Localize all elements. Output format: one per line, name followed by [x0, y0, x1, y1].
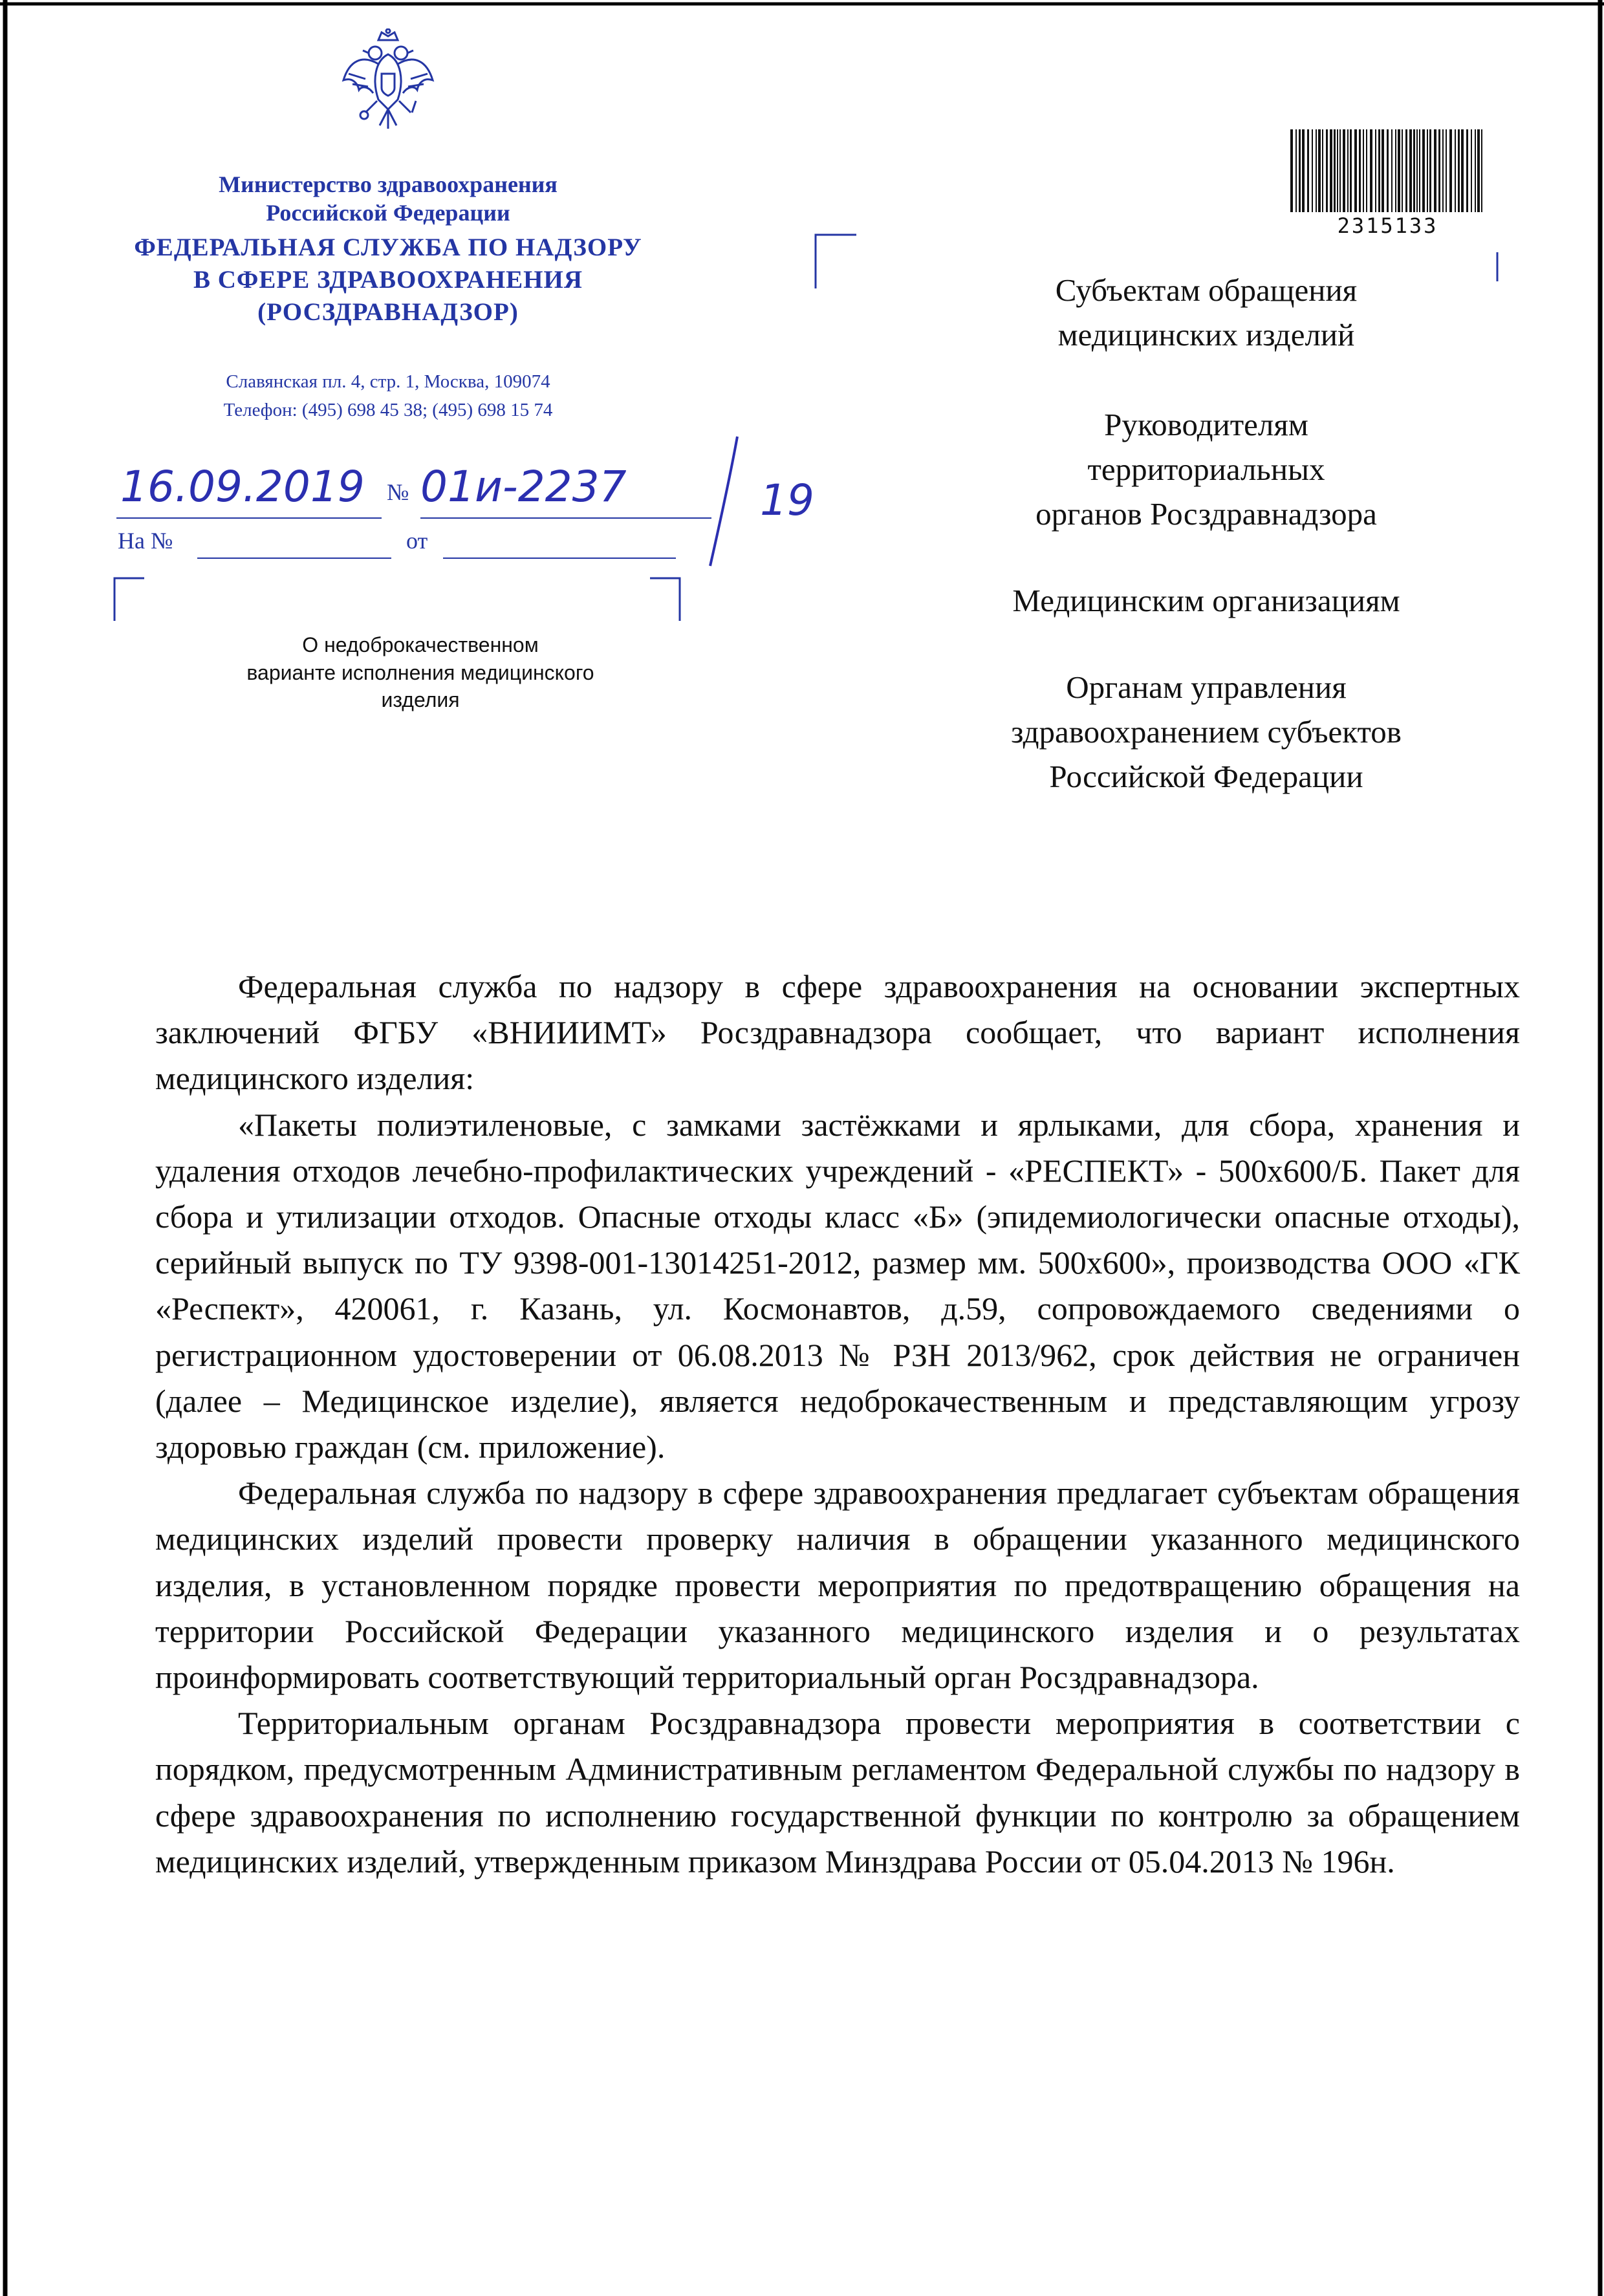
body-paragraph-3: Федеральная служба по надзору в сфере здравоохранения предлагает субъектам обращения медицинских изделий провести проверку наличия в обращении указанного медицинского изделия, в установленном порядке провести мероприятия по предотвращению обращения на территории Российской Федерации указанного медицинского изделия и о результатах проинформировать соответствующий территориальный орган Росздравнадзора.	[155, 1475, 1520, 1696]
barcode-bar	[1363, 129, 1364, 212]
barcode-bar	[1458, 129, 1460, 212]
barcode-bar	[1416, 129, 1418, 212]
date-underline	[116, 517, 382, 519]
barcode-bar	[1461, 129, 1464, 212]
barcode-bar	[1359, 129, 1361, 212]
ministry-name-line2: Российской Федерации	[266, 200, 510, 226]
barcode-bar	[1339, 129, 1341, 212]
barcode-bar	[1419, 129, 1420, 212]
barcode-bar	[1302, 129, 1305, 212]
subject-line1: О недоброкачественном	[302, 633, 539, 656]
barcode-bar	[1318, 129, 1321, 212]
barcode-bar	[1350, 129, 1352, 212]
registration-number: 01и-2237	[420, 462, 627, 512]
barcode-bar	[1409, 129, 1412, 212]
address: Славянская пл. 4, стр. 1, Москва, 109074	[226, 371, 550, 392]
reply-label: На №	[118, 528, 173, 554]
number-underline	[420, 517, 711, 519]
barcode-bar	[1429, 129, 1431, 212]
barcode-number: 2315133	[1337, 213, 1438, 238]
barcode-bar	[1413, 129, 1415, 212]
barcode-bar	[1477, 129, 1480, 212]
address-right-tick	[1494, 252, 1501, 285]
ministry-name-line1: Министерство здравоохранения	[219, 171, 558, 197]
barcode-bar	[1387, 129, 1389, 212]
barcode-bar	[1370, 129, 1372, 212]
barcode-bar	[1442, 129, 1444, 212]
service-name-line1: ФЕДЕРАЛЬНАЯ СЛУЖБА ПО НАДЗОРУ	[134, 233, 642, 261]
barcode-bar	[1307, 129, 1309, 212]
barcode-bar	[1330, 129, 1332, 212]
recipient-1-line1: Субъектам обращения	[1055, 272, 1358, 308]
body-paragraph-2: «Пакеты полиэтиленовые, с замками застёжками и ярлыками, для сбора, хранения и удаления отходов лечебно-профилактических учреждений - «РЕСПЕКТ» - 500х600/Б. Пакет для сбора и утилизации отходов. Опасные отходы класс «Б» (эпидемиологически опасные отходы), серийный выпуск по ТУ 9398-001-13014251-2012, размер мм. 500х600», производства ООО «ГК «Респект», 420061, г. Казань, ул. Космонавтов, д.59, сопровождаемого сведениями о регистрационном удостоверении от 06.08.2013 № РЗН 2013/962, срок действия не ограничен (далее – Медицинское изделие), является недоброкачественным и представляющим угрозу здоровью граждан (см. приложение).	[155, 1106, 1520, 1466]
barcode-bar	[1316, 129, 1317, 212]
barcode-bar	[1434, 129, 1436, 212]
letter-body	[155, 964, 1520, 1885]
subject-line2: варианте исполнения медицинского	[246, 661, 594, 684]
reply-number-underline	[197, 558, 391, 559]
recipient-2-line1: Руководителям	[1104, 407, 1308, 442]
registration-date: 16.09.2019	[120, 462, 365, 512]
barcode-bar	[1347, 129, 1349, 212]
barcode-bar	[1455, 129, 1456, 212]
number-slash	[705, 433, 744, 569]
barcode-bar	[1398, 129, 1400, 212]
recipient-2-line3: органов Росздравнадзора	[1035, 496, 1377, 532]
barcode-bar	[1471, 129, 1472, 212]
recipient-2-line2: территориальных	[1087, 451, 1325, 487]
number-sign: №	[387, 479, 409, 505]
reply-date-underline	[443, 558, 676, 559]
barcode-bar	[1475, 129, 1476, 212]
barcode-bar	[1299, 129, 1301, 212]
phone: Телефон: (495) 698 45 38; (495) 698 15 74	[223, 400, 553, 420]
service-name-line2: В СФЕРЕ ЗДРАВООХРАНЕНИЯ	[193, 266, 583, 294]
barcode-bar	[1343, 129, 1345, 212]
barcode-bar	[1446, 129, 1447, 212]
barcode-bar	[1366, 129, 1367, 212]
barcode-bar	[1337, 129, 1338, 212]
barcode-bar	[1427, 129, 1428, 212]
recipient-4-line2: здравоохранением субъектов	[1011, 714, 1402, 750]
barcode-bar	[1290, 129, 1293, 212]
barcode	[1289, 129, 1486, 212]
barcode-bar	[1378, 129, 1380, 212]
barcode-bar	[1402, 129, 1403, 212]
barcode-bar	[1438, 129, 1440, 212]
barcode-bar	[1322, 129, 1323, 212]
barcode-bar	[1382, 129, 1384, 212]
recipient-3-line1: Медицинским организациям	[1012, 583, 1400, 618]
barcode-bar	[1295, 129, 1297, 212]
reply-from-label: от	[406, 528, 428, 554]
barcode-bar	[1395, 129, 1396, 212]
recipient-1-line2: медицинских изделий	[1057, 317, 1355, 352]
recipient-4-line3: Российской Федерации	[1049, 759, 1363, 794]
subject-brackets	[113, 576, 682, 627]
barcode-bar	[1391, 129, 1393, 212]
barcode-bar	[1326, 129, 1328, 212]
service-name-line3: (РОСЗДРАВНАДЗОР)	[257, 298, 519, 326]
coat-of-arms-emblem	[340, 28, 437, 148]
body-paragraph-4: Территориальным органам Росздравнадзора провести мероприятия в соответствии с порядком, предусмотренным Административным регламентом Федеральной службы по надзору в сфере здравоохранения по исполнению государственной функции по контролю за обращением медицинских изделий, утвержденным приказом Минздрава России от 05.04.2013 № 196н.	[155, 1705, 1520, 1879]
barcode-bar	[1354, 129, 1357, 212]
barcode-bar	[1481, 129, 1482, 212]
barcode-bar	[1334, 129, 1336, 212]
barcode-bar	[1375, 129, 1376, 212]
recipient-4-line1: Органам управления	[1066, 669, 1347, 705]
barcode-bar	[1405, 129, 1407, 212]
barcode-bar	[1312, 129, 1313, 212]
barcode-bar	[1466, 129, 1468, 212]
registration-year-suffix: 19	[760, 475, 814, 525]
address-corner-bracket	[814, 233, 859, 291]
body-paragraph-1: Федеральная служба по надзору в сфере здравоохранения на основании экспертных заключений ФГБУ «ВНИИИМТ» Росздравнадзора сообщает, что вариант исполнения медицинского изделия:	[155, 968, 1520, 1097]
barcode-bar	[1422, 129, 1425, 212]
barcode-bar	[1449, 129, 1452, 212]
subject-line3: изделия	[381, 688, 460, 711]
